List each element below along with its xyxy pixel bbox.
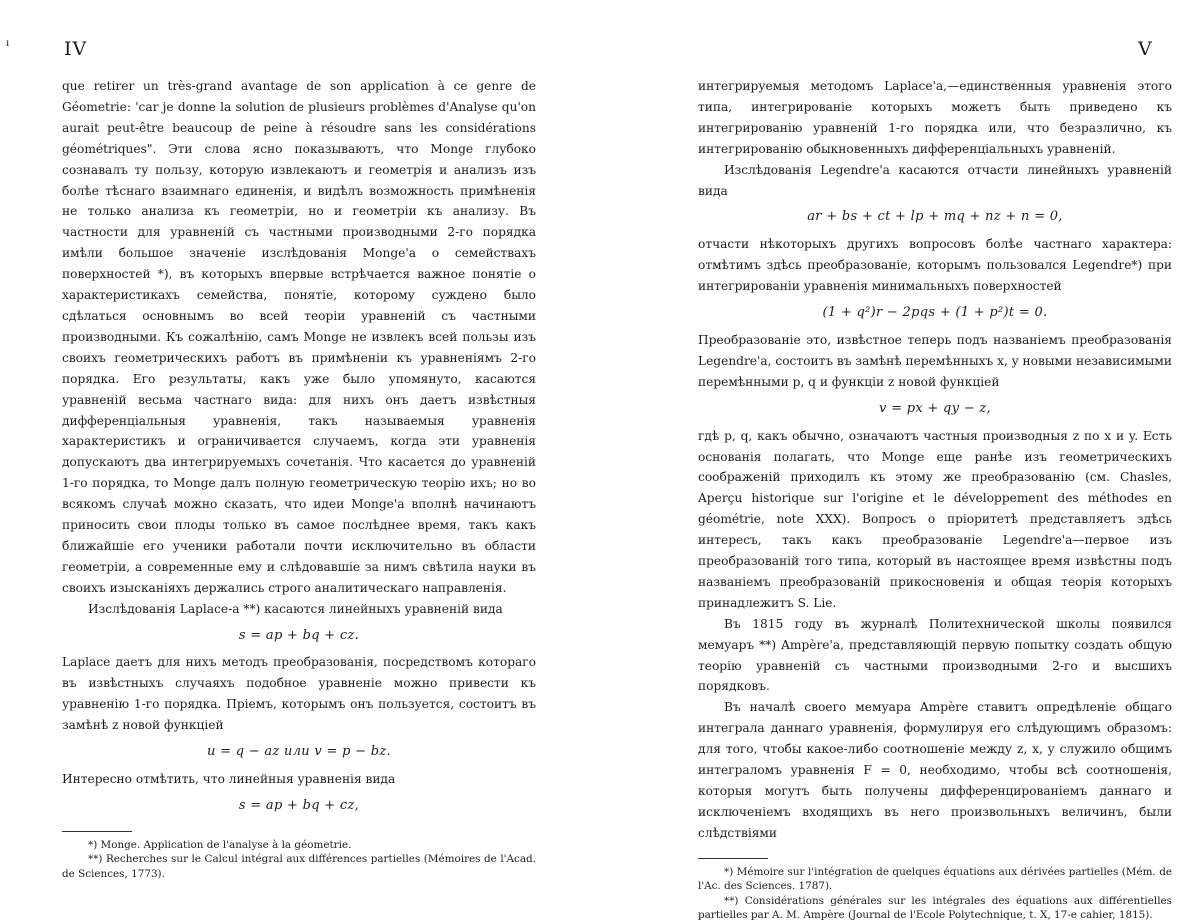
right-paragraph: отчасти нѣкоторыхъ другихъ вопросовъ болѣе частнаго характера: отмѣтимъ здѣсь преобразованіе, которымъ пользовался Legendre*) при интегрированіи уравненія минимальныхъ поверхностей: [698, 237, 1172, 294]
left-footnote: *) Monge. Application de l'analyse à la géometrie.: [88, 838, 352, 851]
left-page-column: [62, 76, 536, 881]
margin-mark: ı: [6, 38, 10, 49]
left-formula: s = ap + bq + cz.: [238, 627, 360, 643]
left-paragraph: Laplace даетъ для нихъ методъ преобразованія, посредствомъ котораго въ извѣстныхъ случаяхъ подобное уравненіе можно привести къ уравненію 1-го порядка. Пріемъ, которымъ онъ пользуется, состоитъ въ замѣнѣ z новой функціей: [62, 655, 536, 733]
right-footnote: *) Mémoire sur l'intégration de quelques équations aux dérivées partielles (Mém. de l'Ac. des Sciences. 1787).: [698, 865, 1172, 893]
left-paragraph: Интересно отмѣтить, что линейныя уравненія вида: [62, 772, 396, 786]
right-paragraph: Въ началѣ своего мемуара Ampère ставитъ опредѣленіе общаго интеграла даннаго уравненія, формулируя его слѣдующимъ образомъ: для того, чтобы какое-либо соотношеніе между z, x, y служило общимъ интеграломъ уравненія F = 0, необходимо, чтобы всѣ соотношенія, которыя могутъ быть получены дифференцированіемъ даннаго и исключеніемъ входящихъ въ него произвольныхъ величинъ, были слѣдствіями: [698, 700, 1172, 840]
left-footnote: **) Recherches sur le Calcul intégral aux différences partielles (Mémoires de l'Acad. de Sciences, 1773).: [62, 853, 536, 880]
right-formula: (1 + q²)r − 2pqs + (1 + p²)t = 0.: [822, 305, 1048, 321]
page-number-right: V: [1138, 38, 1153, 60]
right-footnote-divider: [698, 858, 768, 859]
right-paragraph: интегрируемыя методомъ Laplace'а,—единственныя уравненія этого типа, интегрированіе которыхъ можетъ быть приведено къ интегрированію уравненій 1-го порядка или, что безразлично, къ интегрированію обыкновенныхъ дифференціальныхъ уравненій.: [698, 79, 1172, 156]
right-paragraph: Преобразованіе это, извѣстное теперь подъ названіемъ преобразованія Legendre'а, состоитъ въ замѣнѣ перемѣнныхъ x, y новыми независимыми перемѣнными p, q и функціи z новой функціей: [698, 332, 1172, 389]
right-footnote: **) Considérations générales sur les intégrales des équations aux différentielles partielles par A. M. Ampère (Journal de l'Ecole Polytechnique, t. X, 17-e cahier, 1815).: [698, 894, 1172, 922]
right-formula: v = px + qy − z,: [879, 400, 991, 416]
right-page-column: [698, 76, 1172, 923]
right-paragraph: гдѣ p, q, какъ обычно, означаютъ частныя производныя z по x и y. Есть основанія полагать, что Monge еще ранѣе изъ геометрическихъ соображеній приходилъ къ этому же преобразованію (см. Chasles, Aperçu historique sur l'origine et le développement des méthodes en géométrie, note XXX). Вопросъ о пріоритетѣ представляетъ здѣсь интересъ, такъ какъ преобразованіе Legendre'а—первое изъ преобразованій того типа, который въ настоящее время извѣстны подъ названіемъ преобразованій прикосновенія и общая теорія которыхъ принадлежитъ S. Lie.: [698, 428, 1172, 610]
left-paragraph: Изслѣдованія Laplace-а **) касаются линейныхъ уравненій вида: [88, 601, 503, 616]
left-formula: s = ap + bq + cz,: [238, 797, 360, 813]
left-footnote-divider: [62, 831, 132, 832]
left-formula: u = q − az или v = p − bz.: [207, 744, 391, 760]
right-formula: ar + bs + ct + lp + mq + nz + n = 0,: [807, 209, 1063, 225]
page-number-left: IV: [64, 38, 88, 60]
right-paragraph: Изслѣдованія Legendre'а касаются отчасти линейныхъ уравненій вида: [698, 162, 1172, 198]
right-paragraph: Въ 1815 году въ журналѣ Политехнической школы появился мемуаръ **) Ampère'а, представляющій первую попытку создать общую теорію уравненій съ частными производными 2-го и высшихъ порядковъ.: [698, 616, 1172, 694]
left-paragraph: que retirer un très-grand avantage de son application à ce genre de Géometrie: 'car je donne la solution de plusieurs problèmes d'Analyse qu'on aurait peut-être beaucoup de peine à résoudre sans les considérations géométriques". Эти слова ясно показываютъ, что Monge глубоко сознавалъ ту пользу, которую извлекаютъ и геометрія и анализъ изъ болѣе тѣснаго взаимнаго единенія, и видѣлъ возможность примѣненія не только анализа къ геометріи, но и геометріи къ анализу. Въ частности для уравненій съ частными производными 2-го порядка имѣли большое значеніе изслѣдованія Monge'а о семействахъ поверхностей *), въ которыхъ впервые встрѣчается важное понятіе о характеристикахъ семейства, понятіе, которому суждено было сдѣлаться основнымъ во всей теоріи уравненій съ частными производными. Къ сожалѣнію, самъ Monge не извлекъ всей пользы изъ своихъ геометрическихъ работъ въ примѣненіи къ уравненіямъ 2-го порядка. Его результаты, какъ уже было упомянуто, касаются уравненій весьма частнаго вида: для нихъ онъ даетъ извѣстныя дифференціальныя уравненія, такъ называемыя уравненія характеристикъ и ограничивается случаемъ, когда эти уравненія допускаютъ два интегрируемыхъ сочетанія. Что касается до уравненій 1-го порядка, то Monge далъ полную геометрическую теорію ихъ; но во всякомъ случаѣ можно сказать, что идеи Monge'а вполнѣ начинаютъ приносить свои плоды только въ самое послѣднее время, такъ какъ ближайшіе его ученики работали почти исключительно въ области геометріи, а современные ему и слѣдовавшіе за нимъ свѣтила науки въ своихъ изысканіяхъ держались строго аналитическаго направленія.: [62, 79, 536, 595]
